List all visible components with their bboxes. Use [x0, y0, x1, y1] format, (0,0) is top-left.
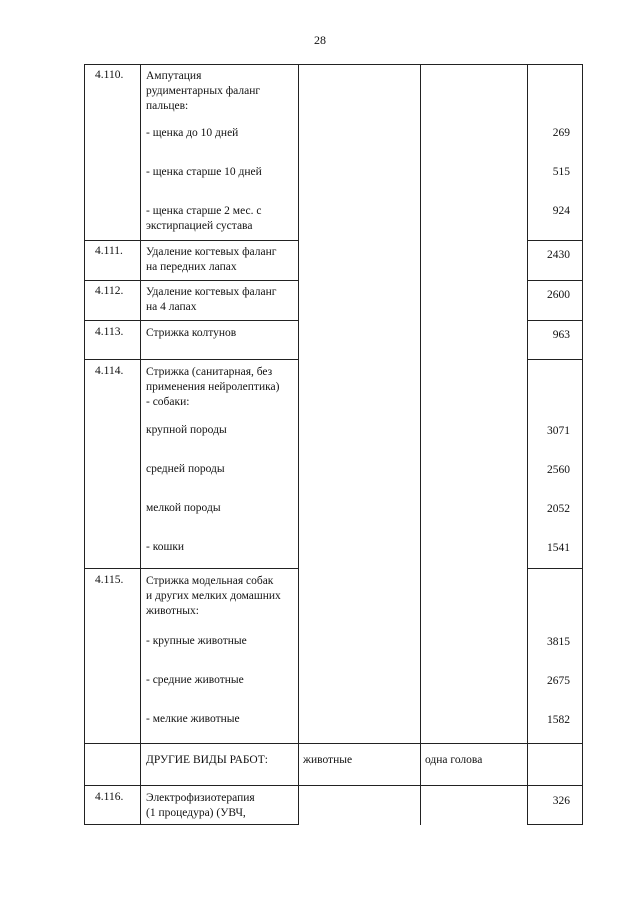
row-title-line: и других мелких домашних [146, 590, 281, 602]
item-price: 963 [552, 329, 570, 341]
row-line [84, 359, 299, 360]
unit-cell: одна голова [425, 754, 483, 766]
item-text-line: экстирпацией сустава [146, 220, 253, 232]
row-title-line: Удаление когтевых фаланг [146, 286, 277, 298]
item-price: 1541 [547, 542, 570, 554]
item-text: средней породы [146, 463, 225, 475]
animal-type-cell: животные [303, 754, 353, 766]
row-number: 4.115. [95, 574, 124, 586]
item-text: - щенка старше 10 дней [146, 166, 262, 178]
item-price: 1582 [547, 714, 570, 726]
row-title-line: Стрижка (санитарная, без [146, 366, 273, 378]
row-line [298, 64, 528, 65]
price-line [527, 240, 583, 241]
item-text: - средние животные [146, 674, 244, 686]
row-title [146, 574, 281, 619]
row-line [84, 568, 299, 569]
row-title-line: животных: [146, 605, 199, 617]
row-title-line: Электрофизиотерапия [146, 792, 255, 804]
item-price: 2560 [547, 464, 570, 476]
item-text: - крупные животные [146, 635, 247, 647]
item-price: 924 [552, 205, 570, 217]
item-text: - мелкие животные [146, 713, 240, 725]
table-divider-desc [298, 64, 299, 825]
row-number: 4.110. [95, 69, 124, 81]
row-title-line: Удаление когтевых фаланг [146, 246, 277, 258]
item-price: 2600 [547, 289, 570, 301]
item-text: мелкой породы [146, 502, 221, 514]
row-title-line: Стрижка модельная собак [146, 575, 274, 587]
row-title [146, 69, 260, 114]
row-title-line: пальцев: [146, 100, 189, 112]
item-price: 3815 [547, 636, 570, 648]
row-line [84, 320, 299, 321]
price-line [527, 320, 583, 321]
row-title: ДРУГИЕ ВИДЫ РАБОТ: [146, 754, 268, 766]
row-title [146, 791, 255, 821]
row-number: 4.111. [95, 245, 123, 257]
row-title-line: применения нейролептика) [146, 381, 280, 393]
row-line [84, 824, 299, 825]
page-number: 28 [314, 33, 326, 47]
row-line [84, 64, 299, 65]
table-divider-col4 [527, 64, 528, 825]
price-line [527, 824, 583, 825]
row-line [84, 785, 299, 786]
row-line [84, 240, 299, 241]
row-line [84, 743, 299, 744]
row-line [84, 280, 299, 281]
row-title [146, 245, 276, 275]
row-number: 4.116. [95, 791, 124, 803]
row-title [146, 285, 276, 315]
item-text: - щенка до 10 дней [146, 127, 239, 139]
item-price: 269 [552, 127, 570, 139]
row-title-line: рудиментарных фаланг [146, 85, 261, 97]
table-divider-col3 [420, 64, 421, 825]
item-text-line: - щенка старше 2 мес. с [146, 205, 262, 217]
item-price: 2675 [547, 675, 570, 687]
item-price: 515 [552, 166, 570, 178]
row-title-line: - собаки: [146, 396, 190, 408]
item-price: 2430 [547, 249, 570, 261]
row-title: Стрижка колтунов [146, 327, 237, 339]
item-price: 326 [552, 795, 570, 807]
item-price: 2052 [547, 503, 570, 515]
row-title [146, 365, 279, 410]
row-number: 4.112. [95, 285, 124, 297]
row-title-line: на передних лапах [146, 261, 237, 273]
item-text: - кошки [146, 541, 185, 553]
price-line [527, 785, 583, 786]
item-text [146, 204, 261, 234]
price-line [527, 568, 583, 569]
row-number: 4.114. [95, 365, 124, 377]
price-line [527, 64, 583, 65]
price-line [527, 743, 583, 744]
row-title-line: на 4 лапах [146, 301, 197, 313]
row-title-line: (1 процедура) (УВЧ, [146, 807, 246, 819]
row-number: 4.113. [95, 326, 124, 338]
table-border-left [84, 64, 85, 825]
table-border-right [582, 64, 583, 825]
row-title-line: Ампутация [146, 70, 202, 82]
row-line [298, 743, 528, 744]
item-text: крупной породы [146, 424, 227, 436]
item-price: 3071 [547, 425, 570, 437]
row-line [298, 785, 528, 786]
price-line [527, 280, 583, 281]
table-divider-num [140, 64, 141, 825]
price-line [527, 359, 583, 360]
